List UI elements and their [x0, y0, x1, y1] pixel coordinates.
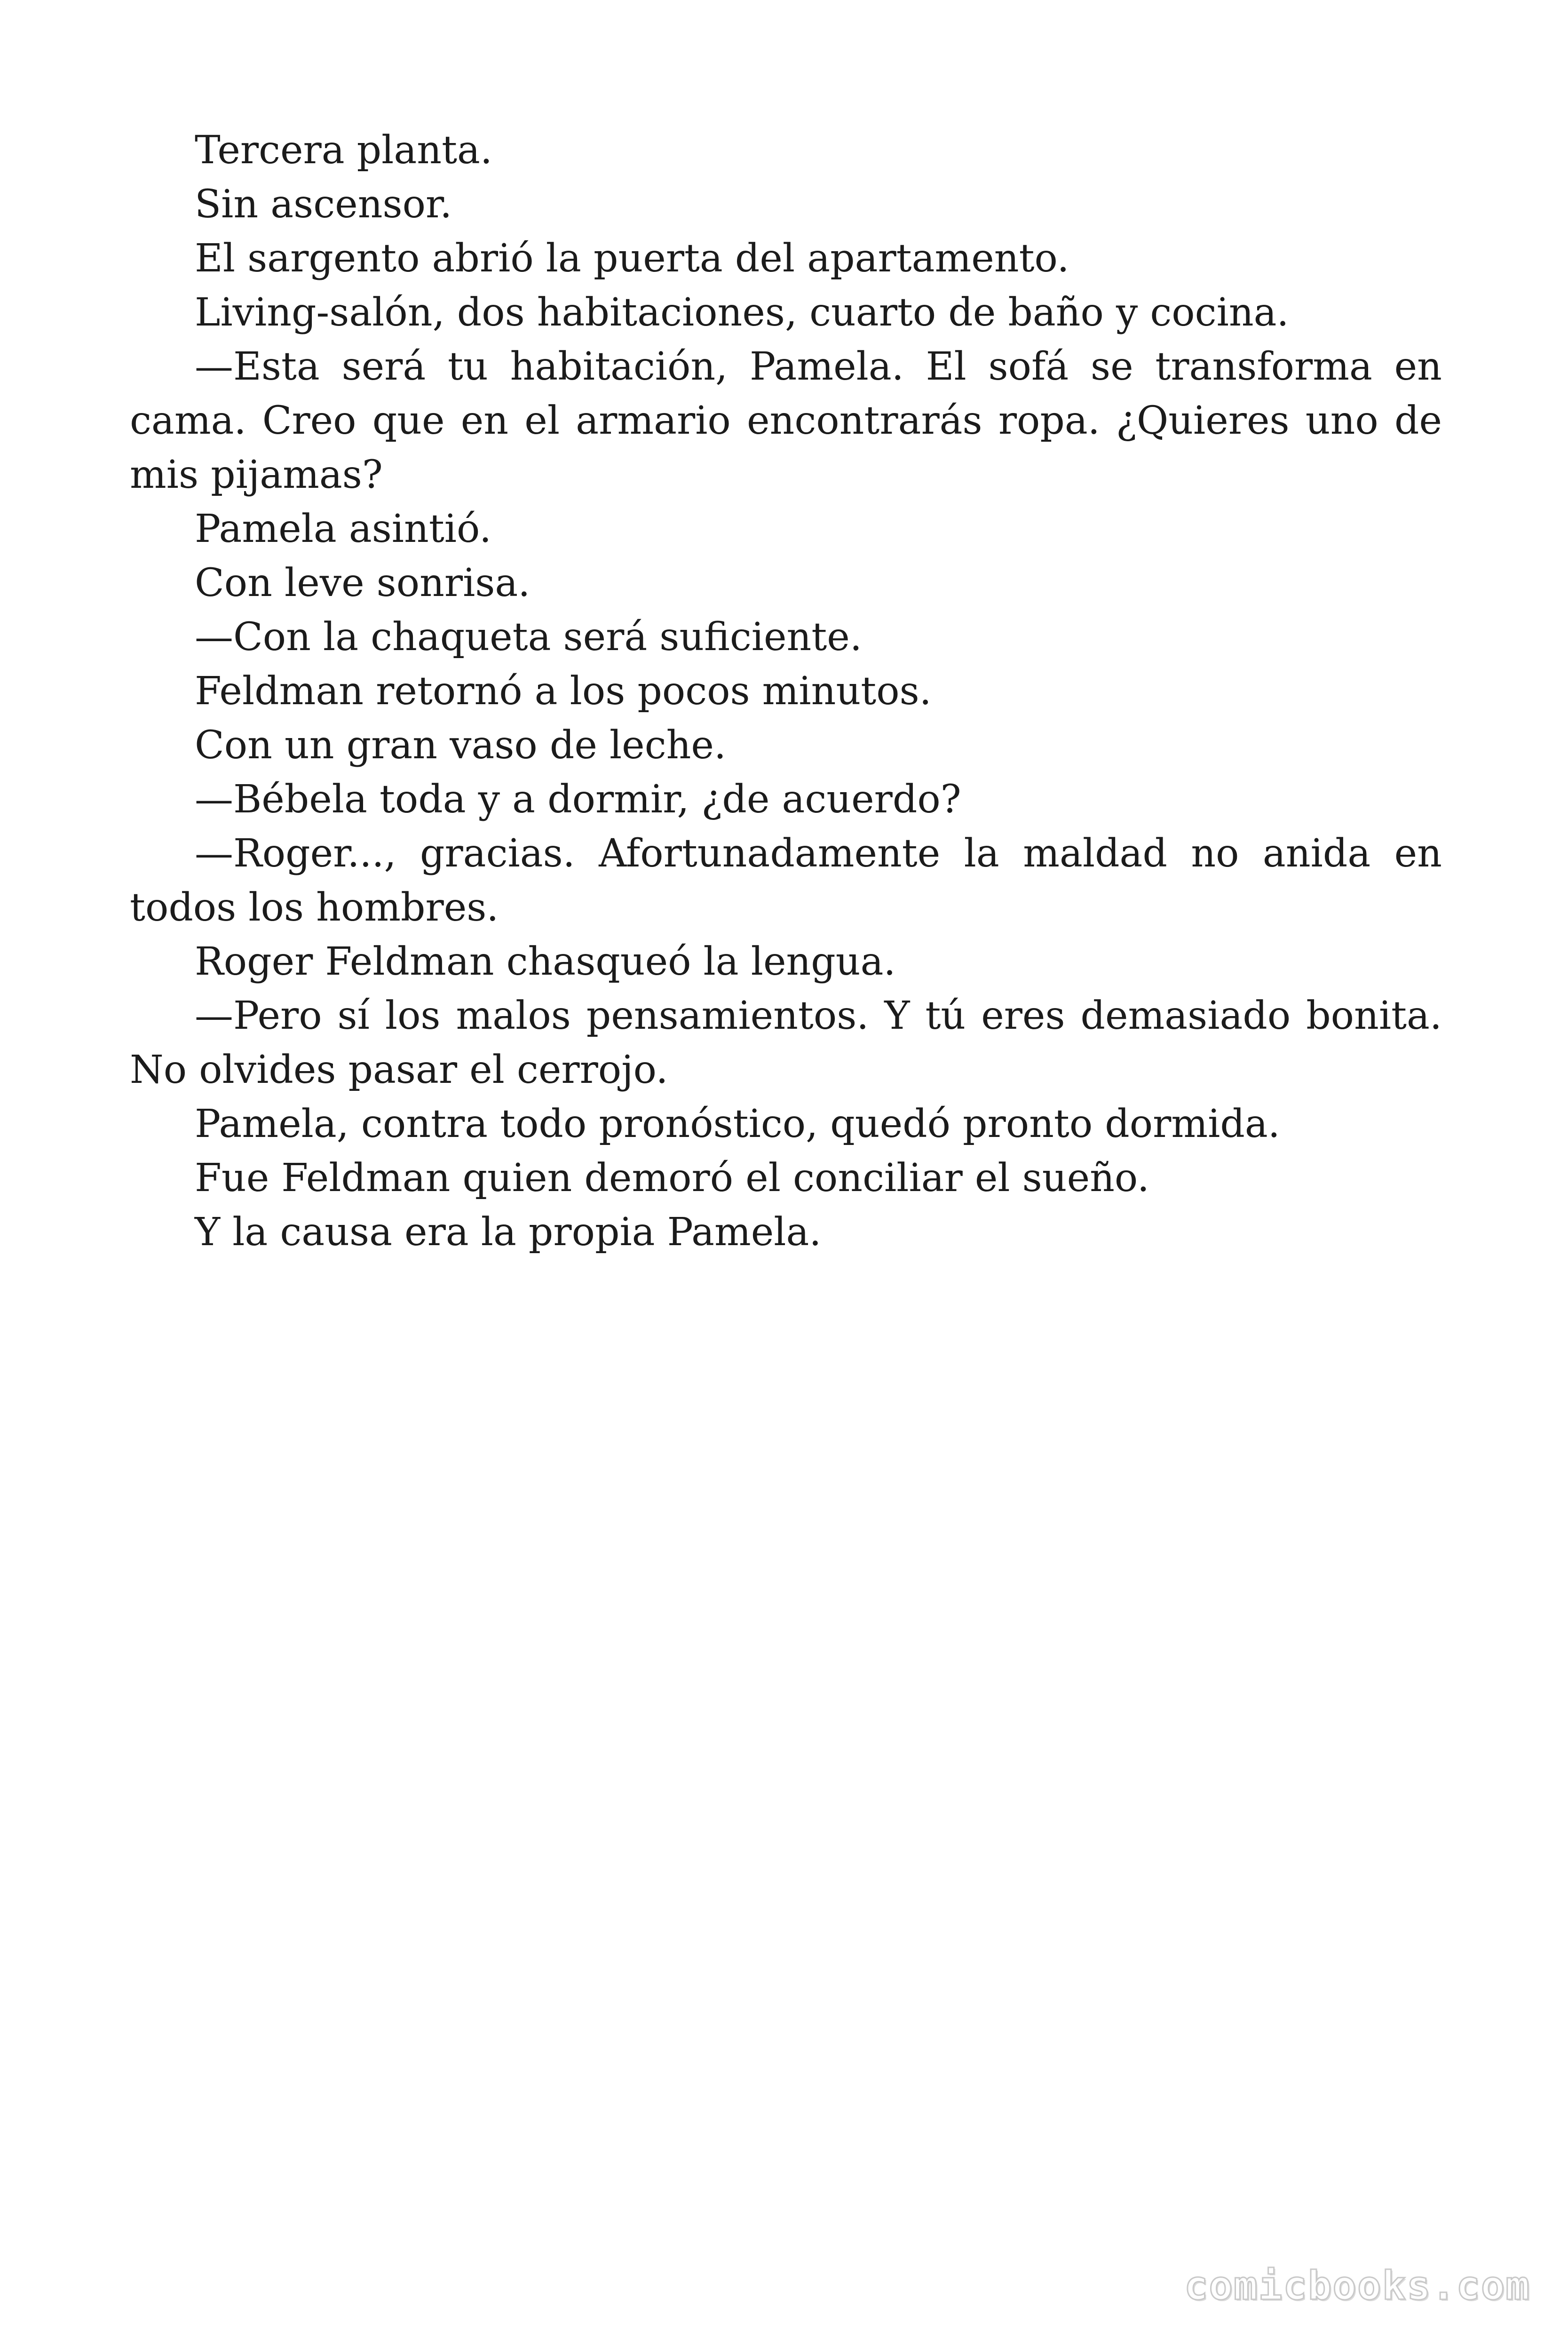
paragraph: Y la causa era la propia Pamela. [195, 1210, 822, 1255]
paragraph: —Esta será tu habitación, Pamela. El sofá se transforma en cama. Creo que en el armario encontrarás ropa. ¿Quieres uno de mis pijamas? [130, 344, 1442, 497]
paragraph: Living-salón, dos habitaciones, cuarto de baño y cocina. [195, 290, 1289, 335]
paragraph: Sin ascensor. [195, 182, 452, 227]
paragraph: El sargento abrió la puerta del apartamento. [195, 236, 1069, 281]
paragraph: —Bébela toda y a dormir, ¿de acuerdo? [195, 777, 961, 822]
paragraph: Pamela, contra todo pronóstico, quedó pronto dormida. [195, 1102, 1280, 1146]
paragraph: Con un gran vaso de leche. [195, 723, 727, 768]
paragraph: Tercera planta. [195, 128, 492, 173]
paragraph: Pamela asintió. [195, 507, 492, 551]
paragraph: —Pero sí los malos pensamientos. Y tú eres demasiado bonita. No olvides pasar el cerrojo. [130, 993, 1442, 1092]
page-text [130, 123, 1442, 1259]
paragraph: Con leve sonrisa. [195, 561, 531, 605]
paragraph: —Roger..., gracias. Afortunadamente la maldad no anida en todos los hombres. [130, 831, 1442, 930]
paragraph: —Con la chaqueta será suficiente. [195, 615, 862, 660]
site-watermark: comicbooks.com [1184, 2263, 1530, 2309]
paragraph: Roger Feldman chasqueó la lengua. [195, 939, 896, 984]
paragraph: Feldman retornó a los pocos minutos. [195, 669, 932, 714]
paragraph: Fue Feldman quien demoró el conciliar el sueño. [195, 1156, 1149, 1200]
